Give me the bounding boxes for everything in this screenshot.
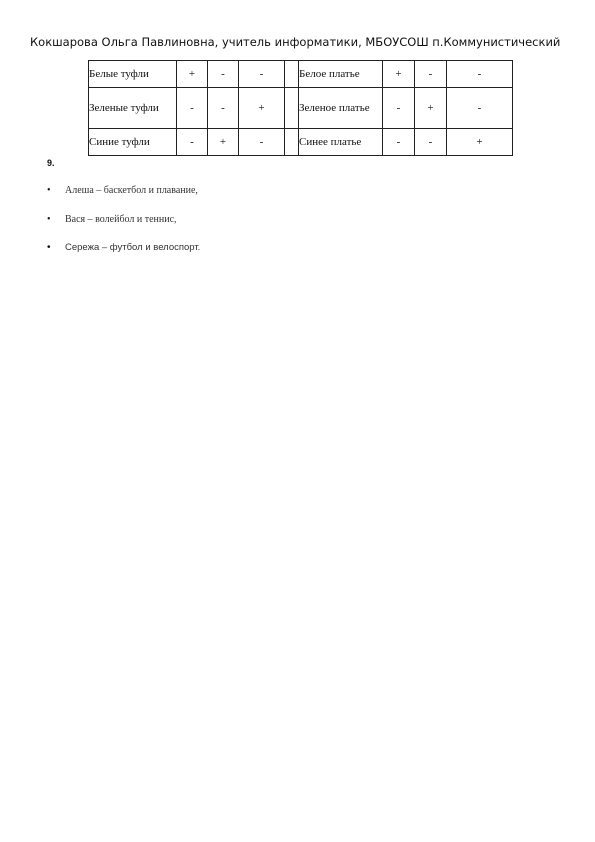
mark-cell: - xyxy=(415,129,447,156)
shoe-item-cell: Синие туфли xyxy=(89,129,177,156)
spacer-cell xyxy=(285,129,299,156)
mark-cell: + xyxy=(239,88,285,129)
answer-text: Алеша – баскетбол и плавание, xyxy=(65,185,198,196)
answer-list xyxy=(47,185,200,271)
mark-cell: + xyxy=(383,61,415,88)
mark-cell: + xyxy=(177,61,208,88)
table-row xyxy=(89,129,513,156)
mark-cell: + xyxy=(415,88,447,129)
shoe-item-cell: Зеленые туфли xyxy=(89,88,177,129)
spacer-cell xyxy=(285,88,299,129)
mark-cell: - xyxy=(239,129,285,156)
mark-cell: - xyxy=(208,88,239,129)
bullet-icon: • xyxy=(47,185,51,196)
mark-cell: + xyxy=(447,129,513,156)
clothing-table xyxy=(88,60,513,156)
mark-cell: - xyxy=(208,61,239,88)
shoe-item-cell: Белые туфли xyxy=(89,61,177,88)
answer-text: Сережа – футбол и велоспорт. xyxy=(65,242,201,253)
mark-cell: - xyxy=(383,88,415,129)
bullet-icon: • xyxy=(47,213,51,225)
mark-cell: - xyxy=(447,88,513,129)
list-item xyxy=(47,185,200,214)
bullet-icon: • xyxy=(47,242,51,253)
dress-item-cell: Белое платье xyxy=(299,61,383,88)
mark-cell: - xyxy=(177,88,208,129)
dress-item-cell: Синее платье xyxy=(299,129,383,156)
page-header: Кокшарова Ольга Павлиновна, учитель информатики, МБОУСОШ п.Коммунистический xyxy=(30,35,561,49)
answer-text: Вася – волейбол и теннис, xyxy=(65,213,177,225)
table-row xyxy=(89,61,513,88)
mark-cell: - xyxy=(447,61,513,88)
mark-cell: - xyxy=(177,129,208,156)
table-row xyxy=(89,88,513,129)
mark-cell: - xyxy=(239,61,285,88)
spacer-cell xyxy=(285,61,299,88)
list-item xyxy=(47,214,200,243)
mark-cell: + xyxy=(208,129,239,156)
mark-cell: - xyxy=(415,61,447,88)
task-number: 9. xyxy=(47,158,55,168)
list-item xyxy=(47,242,200,271)
mark-cell: - xyxy=(383,129,415,156)
dress-item-cell: Зеленое платье xyxy=(299,88,383,129)
